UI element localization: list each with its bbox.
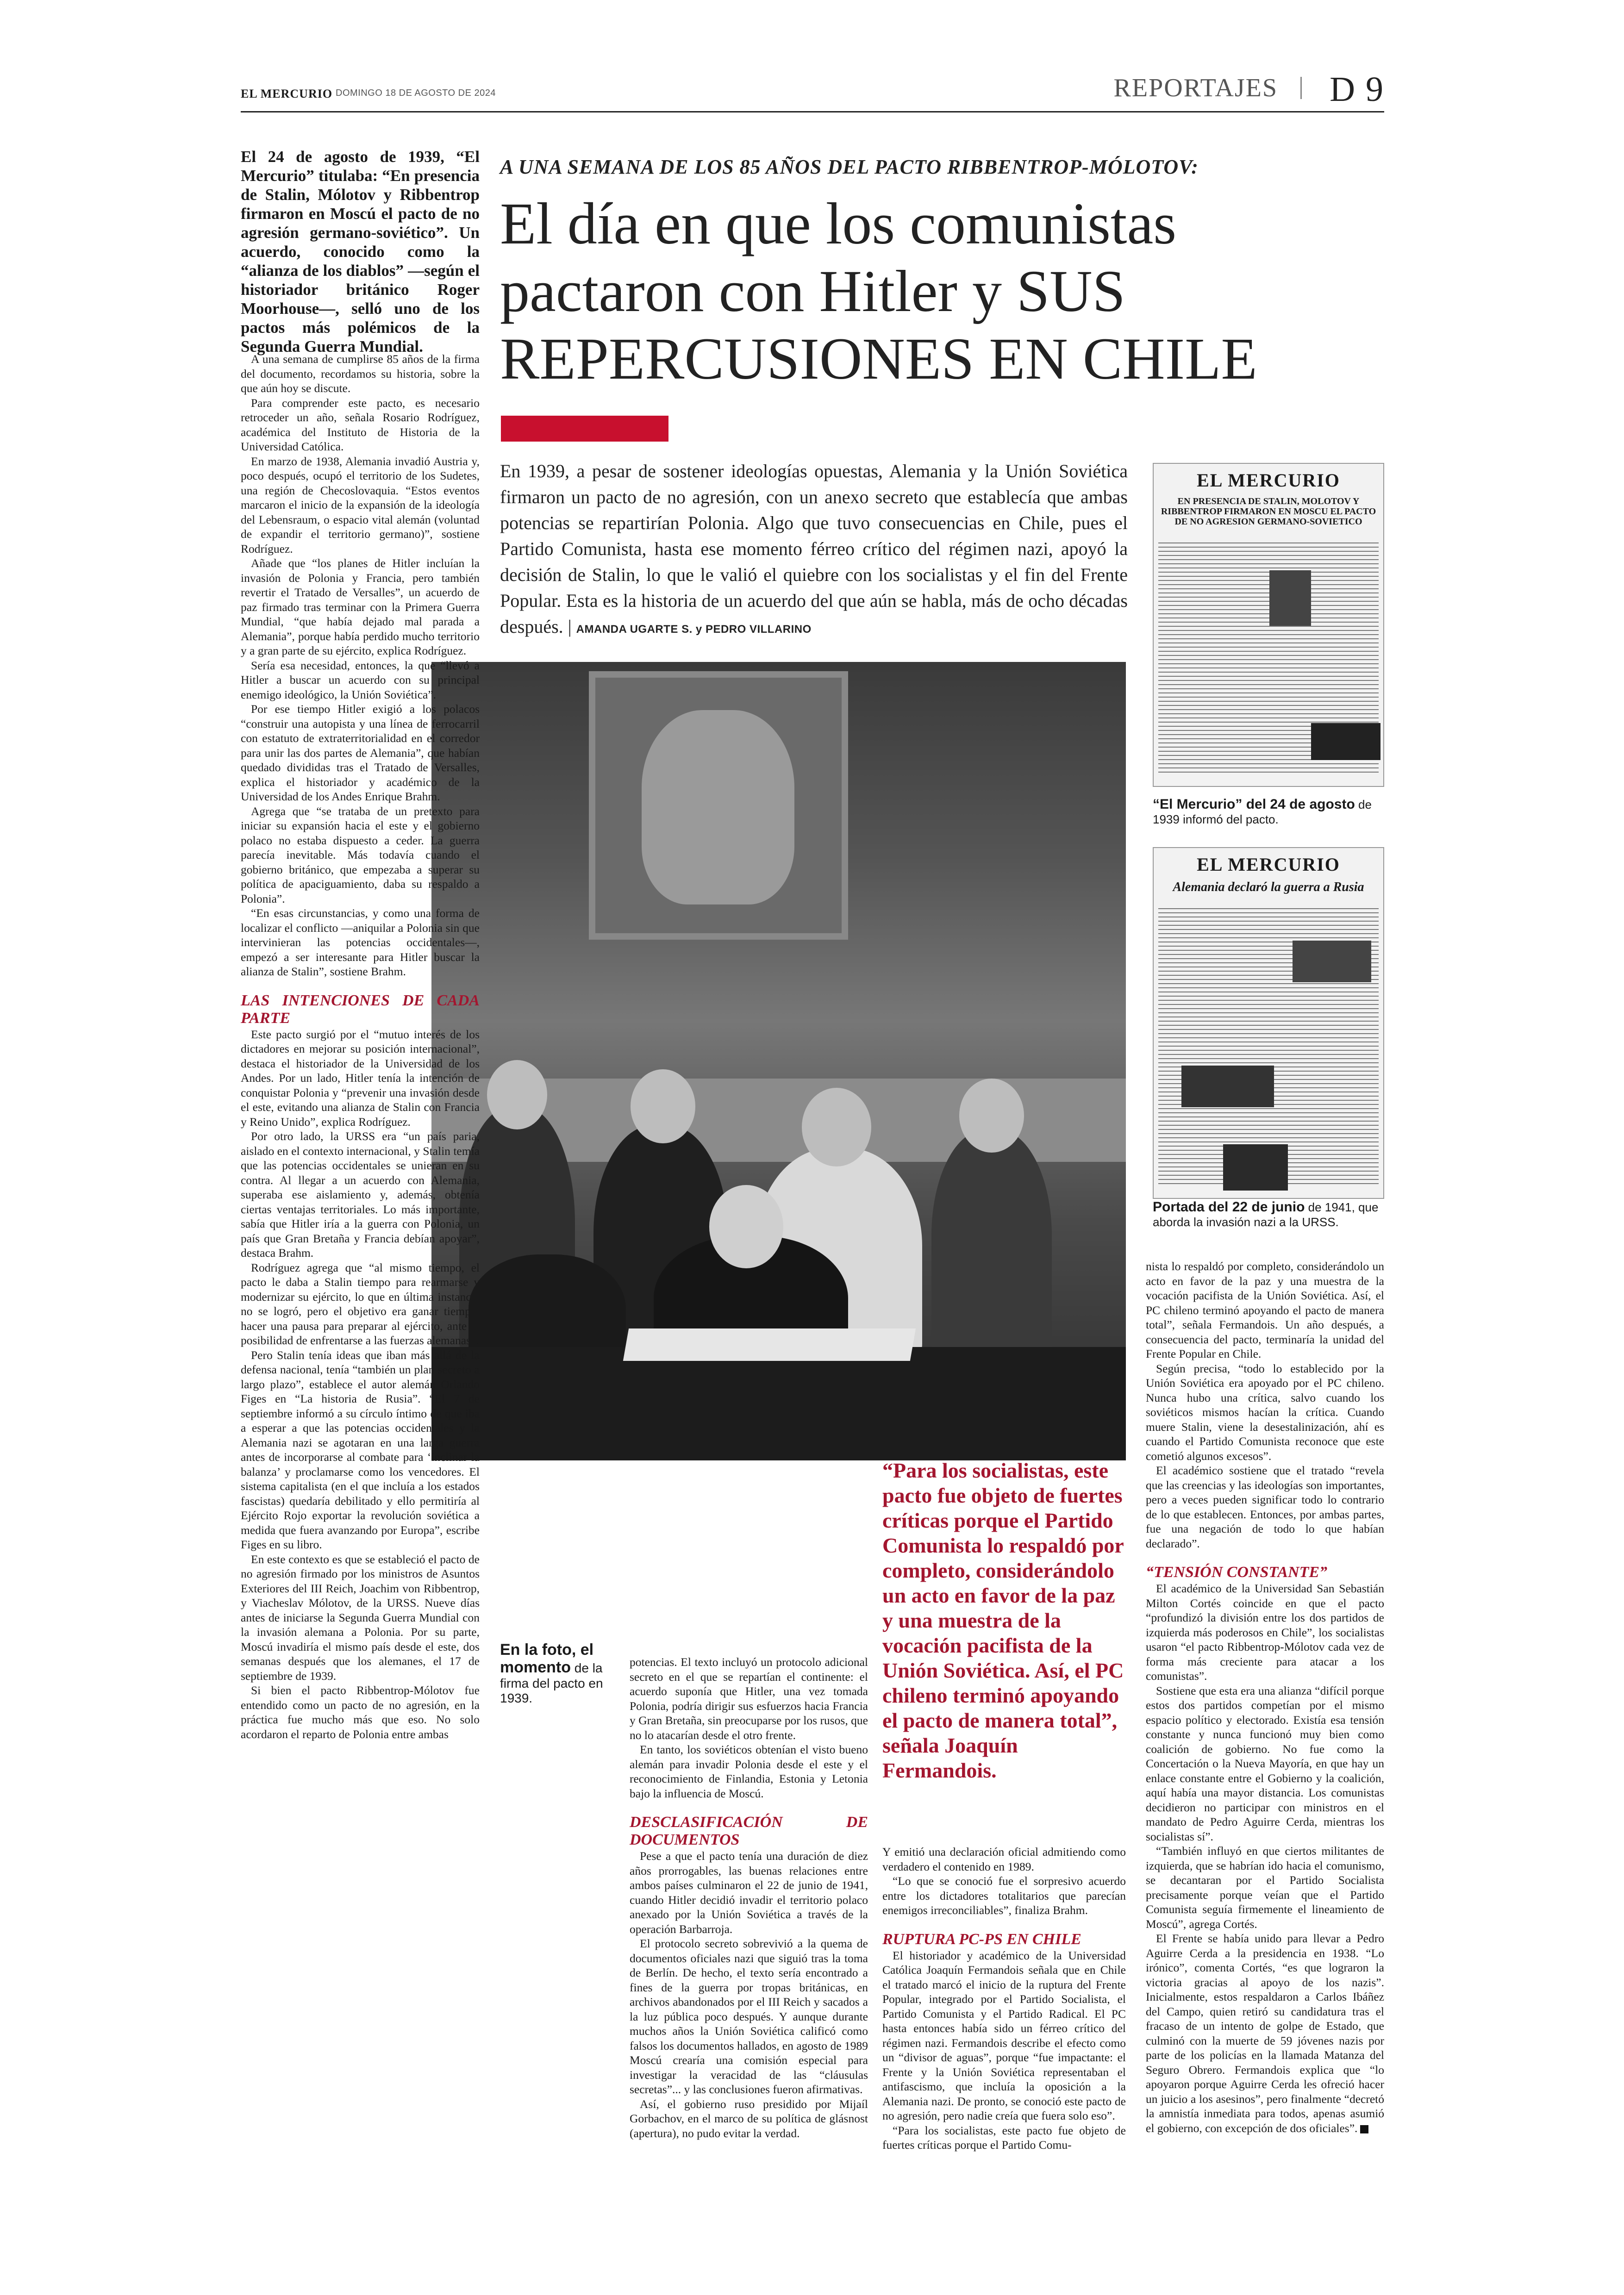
col2-paragraph: Así, el gobierno ruso presidido por Mijaíl Gorbachov, en el marco de su política de glásnost (apertura), no pudo evitar la verdad. [630,2097,868,2140]
signing-photo [431,662,1126,1460]
col1-paragraph: Si bien el pacto Ribbentrop-Mólotov fue entendido como un pacto de no agresión, en la práctica fue mucho más que eso. No solo acordaron el reparto de Polonia entre ambas [241,1684,480,1741]
col3-paragraph: “Lo que se conoció fue el sorpresivo acuerdo entre los dictadores totalitarios que parecían enemigos irreconciliables”, finaliza Brahm. [882,1874,1126,1917]
page-number: D 9 [1330,70,1384,109]
end-mark [1360,2125,1368,2133]
col1-paragraph: “En esas circunstancias, y como una forma de localizar el conflicto —aniquilar a Polonia sin que intervinieran las potencias occidentales—, empezó a ser interesante para Hitler buscar la alianza de Stalin”, sostiene Brahm. [241,906,480,978]
figure-molotov-head [709,1185,783,1268]
headline: El día en que los comunistas pactaron con Hitler y SUS REPERCUSIONES EN CHILE [500,191,1257,392]
newspaper-brand: EL MERCURIO [241,87,333,100]
col1-paragraph: Por ese tiempo Hitler exigió a los polacos “construir una autopista y una línea de ferrocarril con estatuto de extraterritorialidad en el corredor para unir las dos partes de Alemania”, que habían quedado divididas tras el Tratado de Versalles, explica el historiador y académico de la Universidad de los Andes Enrique Brahm. [241,702,480,803]
thumb2-ad-top [1293,941,1371,982]
col4-paragraph: nista lo respaldó por completo, considerándolo un acto en favor de la paz y una muestra de la vocación pacifista de la Unión Soviética. Así, el PC chileno terminó apoyando el pacto de manera total”, señala Fermandois. Un año después, a consecuencia del pacto, terminaría la unidad del Frente Popular en Chile. [1146,1260,1384,1360]
thumb1-photo [1269,570,1311,626]
col4-paragraph: Según precisa, “todo lo establecido por la Unión Soviética era apoyado por el PC chileno. Nunca hubo una crítica, salvo cuando los soviéticos mismos hacían la crítica. Cuando muere Stalin, viene la desestalinización, ahí es cuando el Partido Comunista reconoce que este cometió algunos excesos”. [1146,1361,1384,1463]
subhead-tension: “TENSIÓN CONSTANTE” [1146,1564,1328,1581]
body-column-4 [1146,1259,1384,2135]
thumb2-caption-rest: de 1941, que aborda la invasión nazi a la URSS. [1153,1200,1379,1229]
col1-paragraph: Pero Stalin tenía ideas que iban más allá de la defensa nacional, tenía “también un plan secreto a largo plazo”, establece el autor alemán Orlando Figes en “La historia de Rusia”. “El 7 de septiembre informó a su círculo íntimo de que iba a esperar a que las potencias occidentales y la Alemania nazi se agotaran en una larga guerra antes de incorporarse al combate para ‘inclinar la balanza’ y proclamarse como los vencedores. El sistema capitalista (en el que incluía a los estados fascistas) quedaría debilitado y ello permitiría al Ejército Rojo exportar la revolución soviética a medida que fuera avanzando por Europa”, escribe Figes en su libro. [241,1348,480,1551]
thumb1-masthead: EL MERCURIO [1197,470,1340,491]
wall-portrait [589,671,848,940]
col2-paragraph: potencias. El texto incluyó un protocolo adicional secreto en el que se repartían el continente: el acuerdo suponía que Hitler, una vez tomada Polonia, podría dirigir sus esfuerzos hacia Francia y Gran Bretaña, sin preocuparse por los rusos, que no lo atacarían desde el otro frente. [630,1655,868,1742]
thumb2-caption [1153,1200,1389,1229]
photo-caption-rest: de la firma del pacto en 1939. [500,1661,603,1705]
thumb1-caption-bold: “El Mercurio” del 24 de agosto [1153,797,1355,812]
red-accent-bar [501,416,668,442]
section-name: REPORTAJES [1113,74,1278,102]
col3-paragraph: “Para los socialistas, este pacto fue objeto de fuertes críticas porque el Partido Comu- [882,2123,1126,2152]
header-separator [1300,77,1302,99]
thumb1-caption [1153,797,1389,827]
deck [500,458,1128,642]
col2-paragraph: En tanto, los soviéticos obtenían el visto bueno alemán para invadir Polonia desde el este y el reconocimiento de Finlandia, Estonia y Letonia bajo la influencia de Moscú. [630,1743,868,1800]
col4-paragraph: El académico de la Universidad San Sebastián Milton Cortés coincide en que el pacto “profundizó la división entre los dos partidos de izquierda más poderosos en Chile”, los socialistas usaron “el pacto Ribbentrop-Mólotov cada vez de forma más creciente para atacar a los comunistas”. [1146,1582,1384,1683]
col4-final-text: El Frente se había unido para llevar a Pedro Aguirre Cerda a la presidencia en 1938. “Lo irónico”, comenta Cortés, “es que lograron la victoria gracias al apoyo de los nazis”. Inicialmente, estos respaldaron a Carlos Ibáñez del Campo, quien retiró su candidatura tras el fracaso de un intento de golpe de Estado, que culminó con la muerte de 59 jóvenes nazis por parte de los policías en la llamada Matanza del Seguro Obrero. Fermandois explica que “lo apoyaron porque Aguirre Cerda les ofreció hacer un juicio a los asesinos”, pero finalmente “decretó la amnistía inmediata para todos, apenas asumió el gobierno, con excepción de dos oficiales”. [1146,1932,1384,2135]
col2-paragraph: El protocolo secreto sobrevivió a la quema de documentos oficiales nazi que siguió tras la toma de Berlín. De hecho, el texto sería encontrado a fines de la guerra por tropas británicas, en archivos abandonados por el III Reich y sacados a la luz pública poco después. Y aunque durante muchos años la Unión Soviética calificó como falsos los documentos hallados, en agosto de 1989 Moscú crearía una comisión especial para investigar la veracidad de las “cláusulas secretas”... y las conclusiones fueron afirmativas. [630,1937,868,2096]
newspaper-thumbnail-1939 [1153,463,1384,787]
col4-paragraph: El académico sostiene que el tratado “revela que las creencias y las ideologías son importantes, pero a veces pueden significar todo lo contrario de lo que establecen. Entonces, por ambas partes, fue una negación de todo lo que habían declarado”. [1146,1464,1384,1550]
thumb1-caption-rest: de 1939 informó del pacto. [1153,798,1372,826]
kicker: A UNA SEMANA DE LOS 85 AÑOS DEL PACTO RIBBENTROP-MÓLOTOV: [500,156,1199,178]
figure-officer-head [487,1060,547,1129]
figure-ribbentrop-head [631,1069,695,1143]
col1-paragraph: Sería esa necesidad, entonces, la que “llevó a Hitler a buscar un acuerdo con su principal enemigo ideológico, la Unión Soviética”. [241,658,480,701]
thumb1-headline: EN PRESENCIA DE STALIN, MOLOTOV Y RIBBENTROP FIRMARON EN MOSCU EL PACTO DE NO AGRESION GERMANO-SOVIETICO [1161,496,1376,527]
figure-stalin-head [802,1088,871,1166]
col1-paragraph: En marzo de 1938, Alemania invadió Austria y, poco después, ocupó el territorio de los Sudetes, una región de Checoslovaquia. “Estos eventos marcaron el inicio de la expansión de la ideología del Lebensraum, o espacio vital alemán (voluntad de expandir el territorio germano)”, sostiene Rodríguez. [241,454,480,555]
thumb2-masthead: EL MERCURIO [1197,854,1340,875]
signing-table [431,1347,1126,1460]
col2-paragraph: Pese a que el pacto tenía una duración de diez años prorrogables, las buenas relaciones entre ambos países culminaron el 22 de junio de 1941, cuando Hitler decidió invadir el territorio polaco anexado por la Unión Soviética a través de la operación Barbarroja. [630,1849,868,1936]
thumb2-ad-mid [1181,1066,1274,1107]
issue-date: DOMINGO 18 DE AGOSTO DE 2024 [336,88,496,98]
body-column-2 [630,1655,868,2140]
thumb1-ad [1311,723,1380,760]
subhead-intenciones: LAS INTENCIONES DE CADA PARTE [241,992,480,1027]
figure-aide [931,1129,1052,1366]
subhead-desclasificacion: DESCLASIFICACIÓN DE DOCUMENTOS [630,1814,868,1848]
col1-paragraph: Este pacto surgió por el “mutuo interés de los dictadores en mejorar su posición internacional”, destaca el historiador de la Universidad de los Andes. Por un lado, Hitler tenía la intención de conquistar Polonia y “prevenir una invasión desde el este, evitando una alianza de Stalin con Francia y Reino Unido”, explica Rodríguez. [241,1027,480,1129]
col4-paragraph: Sostiene que esta era una alianza “difícil porque estos dos partidos competían por el mismo espacio político y electorado. Existía esa tensión constante y nunca funcionó muy bien como coalición de gobierno. No fue como la Concertación o la Nueva Mayoría, en que hay un enlace constante entre el Gobierno y la coalición, aquí había una mayor distancia. Los comunistas decidieron no participar con ministros en el mandato de Pedro Aguirre Cerda, mientras los socialistas sí”. [1146,1684,1384,1843]
newspaper-thumbnail-1941 [1153,847,1384,1199]
col3-paragraph: Y emitió una declaración oficial admitiendo como verdadero el contenido en 1989. [882,1845,1126,1873]
body-column-1 [241,352,480,1741]
lede-paragraph: El 24 de agosto de 1939, “El Mercurio” titulaba: “En presencia de Stalin, Mólotov y Ribbentrop firmaron en Moscú el pacto de no agresión germano-soviético”. Un acuerdo, conocido como la “alianza de los diablos” —según el historiador británico Roger Moorhouse—, selló uno de los pactos más polémicos de la Segunda Guerra Mundial. [241,148,480,355]
col1-paragraph: Agrega que “se trataba de un pretexto para iniciar su expansión hacia el este y el gobierno polaco no estaba dispuesto a ceder. La guerra parecía inevitable. Más todavía cuando el gobierno británico, que empezaba a superar su política de apaciguamiento, daba su respaldo a Polonia”. [241,804,480,905]
col1-paragraph: Rodríguez agrega que “al mismo tiempo, el pacto le daba a Stalin tiempo para rearmarse y modernizar su ejército, lo que en última instancia no se logró, pero el objetivo era ganar tiempo, hacer una pausa para preparar al ejército, ante la posibilidad de enfrentarse a las fuerzas alemanas”. [241,1260,480,1347]
col1-paragraph: Para comprender este pacto, es necesario retroceder un año, señala Rosario Rodríguez, académica del Instituto de Historia de la Universidad Católica. [241,396,480,453]
byline: AMANDA UGARTE S. y PEDRO VILLARINO [576,623,812,636]
col3-paragraph: El historiador y académico de la Universidad Católica Joaquín Fermandois señala que en Chile el tratado marcó el inicio de la ruptura del Frente Popular, integrado por el Partido Socialista, el Partido Comunista y el Partido Radical. El PC hasta entonces había sido un férreo crítico del régimen nazi. Fermandois describe el efecto como un “divisor de aguas”, porque “fue impactante: el Frente y la Unión Soviética representaban el antifascismo, que incluía la oposición a la Alemania nazi. De pronto, se conoció este pacto de no agresión, pero nadie creía que fuera solo eso”. [882,1948,1126,2122]
thumb2-caption-bold: Portada del 22 de junio [1153,1199,1305,1215]
col1-paragraph: En este contexto es que se estableció el pacto de no agresión firmado por los ministros de Asuntos Exteriores del III Reich, Joachim von Ribbentrop, y Viacheslav Mólotov, de la URSS. Nueve días antes de iniciarse la Segunda Guerra Mundial con la invasión alemana a Polonia. Por su parte, Moscú invadiría el mismo país desde el este, dos semanas después que los alemanes, el 17 de septiembre de 1939. [241,1552,480,1683]
thumb2-headline: Alemania declaró la guerra a Rusia [1173,880,1364,894]
col4-paragraph: “También influyó en que ciertos militantes de izquierda, que se habrían ido hacia el comunismo, se decantaran por el Partido Socialista precisamente porque veían que el Partido Comunista seguía firmemente el lineamiento de Moscú”, agrega Cortés. [1146,1844,1384,1931]
figure-aide-head [959,1079,1024,1153]
col1-paragraph: A una semana de cumplirse 85 años de la firma del documento, recordamos su historia, sobre la que aún hoy se discute. [241,352,480,395]
col1-paragraph: Por otro lado, la URSS era “un país paria, aislado en el contexto internacional, y Stalin temía que las potencias occidentales se unieran en su contra. Al llegar a un acuerdo con Alemania, superaba ese aislamiento y, además, obtenía ciertas ventajas territoriales. Lo más importante, sabía que Hitler iría a la guerra con Polonia, un país que Gran Bretaña y Francia debían apoyar”, destaca Brahm. [241,1129,480,1260]
page-header [241,70,1384,110]
deck-text: En 1939, a pesar de sostener ideologías opuestas, Alemania y la Unión Soviética firmaron un pacto de no agresión, con un anexo secreto que establecía que ambas potencias se repartirían Polonia. Algo que tuvo consecuencias en Chile, pues el Partido Comunista, hasta ese momento férreo crítico del régimen nazi, apoyó la decisión de Stalin, lo que le valió el quiebre con los socialistas y el fin del Frente Popular. Esta es la historia de un acuerdo del que aún se habla, más de ocho décadas después. | [500,461,1128,637]
subhead-ruptura: RUPTURA PC-PS EN CHILE [882,1930,1081,1948]
signing-papers [623,1328,916,1361]
col4-paragraph [1146,1931,1384,2135]
photo-caption-bold: En la foto, el momento [500,1641,594,1676]
header-rule [241,111,1384,112]
thumb2-ad-bottom [1223,1144,1288,1191]
body-column-3 [882,1845,1126,2152]
col1-paragraph: Añade que “los planes de Hitler incluían la invasión de Polonia y Francia, pero también revertir el Tratado de Versalles”, un acuerdo de paz firmado tras terminar con la Primera Guerra Mundial, “que había dejado mal parada a Alemania”, porque había perdido mucho territorio y a gran parte de su ejército, explica Rodríguez. [241,556,480,657]
pull-quote: “Para los socialistas, este pacto fue objeto de fuertes críticas porque el Partido Comunista lo respaldó por completo, considerándolo un acto en favor de la paz y una muestra de la vocación pacifista de la Unión Soviética. Así, el PC chileno terminó apoyando el pacto de manera total”, señala Joaquín Fermandois. [882,1459,1124,1782]
photo-caption [500,1641,606,1706]
